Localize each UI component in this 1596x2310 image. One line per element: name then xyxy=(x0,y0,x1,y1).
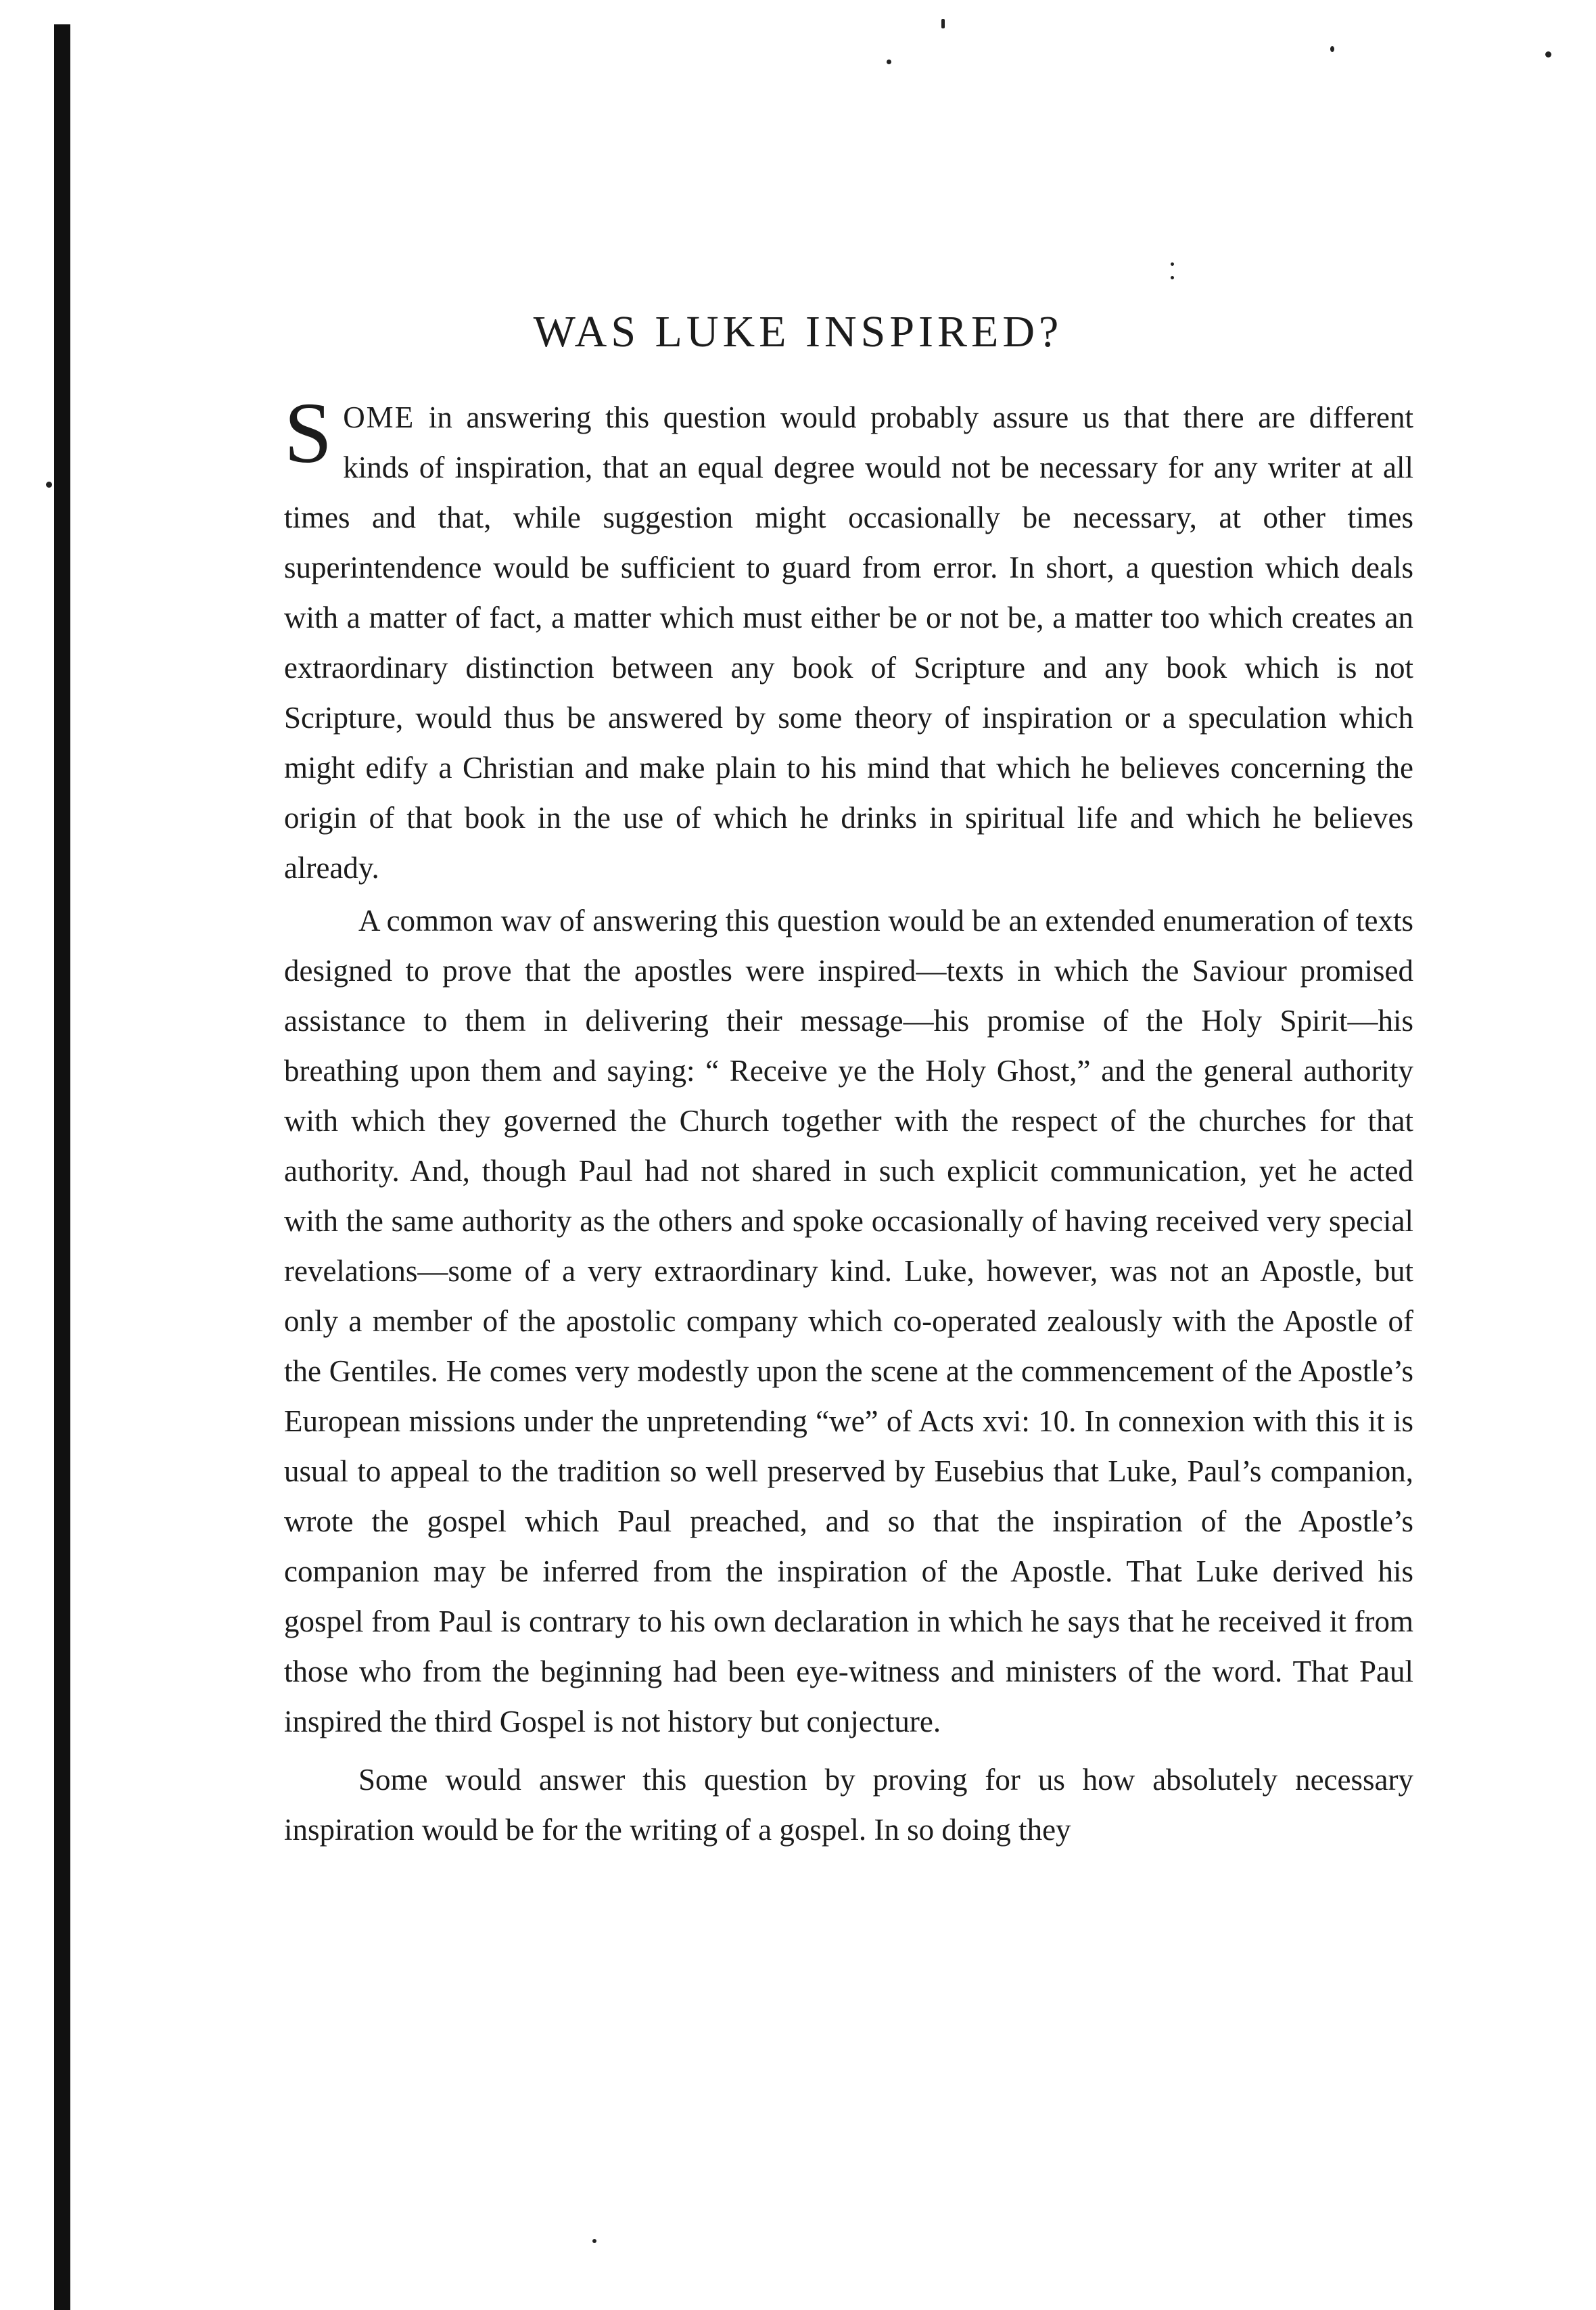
page-title: WAS LUKE INSPIRED? xyxy=(533,307,1063,356)
scan-speck xyxy=(46,482,52,488)
paragraph: A common wav of answering this question would be an extended enumeration of texts designed to prove that the apostles were inspired—texts in which the Saviour promised assistance to them in delivering their message—his promise of the Holy Spirit—his breathing upon them and saying: “ Receive ye the Holy Ghost,” and the general authority with which they governed the Church together with the respect of the churches for that authority. And, though Paul had not shared in such explicit communication, yet he acted with the same authority as the others and spoke occasionally of having received very special revelations—some of a very extraordinary kind. Luke, however, was not an Apostle, but only a member of the apostolic company which co-operated zealously with the Apostle of the Gentiles. He comes very modestly upon the scene at the commencement of the Apostle’s European missions under the unpretending “we” of Acts xvi: 10. In connexion with this it is usual to appeal to the tradition so well preserved by Eusebius that Luke, Paul’s companion, wrote the gospel which Paul preached, and so that the inspiration of the Apostle’s companion may be inferred from the inspiration of the Apostle. That Luke derived his gospel from Paul is contrary to his own declaration in which he says that he received it from those who from the beginning had been eye-witness and ministers of the word. That Paul inspired the third Gospel is not history but conjecture. xyxy=(284,904,1413,1738)
scan-speck xyxy=(941,19,945,28)
scan-speck xyxy=(1330,46,1334,52)
paragraph xyxy=(284,385,1413,893)
scan-speck xyxy=(1545,51,1551,57)
paragraph: Some would answer this question by proving for us how absolutely necessary inspiration would be for the writing of a gospel. In so doing they xyxy=(284,1763,1413,1847)
drop-cap: S xyxy=(284,385,333,481)
binding-edge-bar xyxy=(54,24,70,2310)
scan-speck xyxy=(887,60,891,64)
lead-caps: OME xyxy=(343,400,415,434)
scan-speck xyxy=(592,2239,596,2243)
body-text xyxy=(284,385,1413,1855)
scan-speck xyxy=(1171,262,1174,266)
scan-speck xyxy=(1171,276,1174,279)
paragraph-text: in answering this question would probably assure us that there are different kinds of inspiration, that an equal degree would not be necessary for any writer at all times and that, while suggestion might occasionally be necessary, at other times superintendence would be sufficient to guard from error. In short, a question which deals with a matter of fact, a matter which must either be or not be, a matter too which creates an extraordinary distinction between any book of Scripture and any book which is not Scripture, would thus be answered by some theory of inspiration or a speculation which might edify a Christian and make plain to his mind that which he believes concerning the origin of that book in the use of which he drinks in spiritual life and which he believes already. xyxy=(284,400,1413,885)
